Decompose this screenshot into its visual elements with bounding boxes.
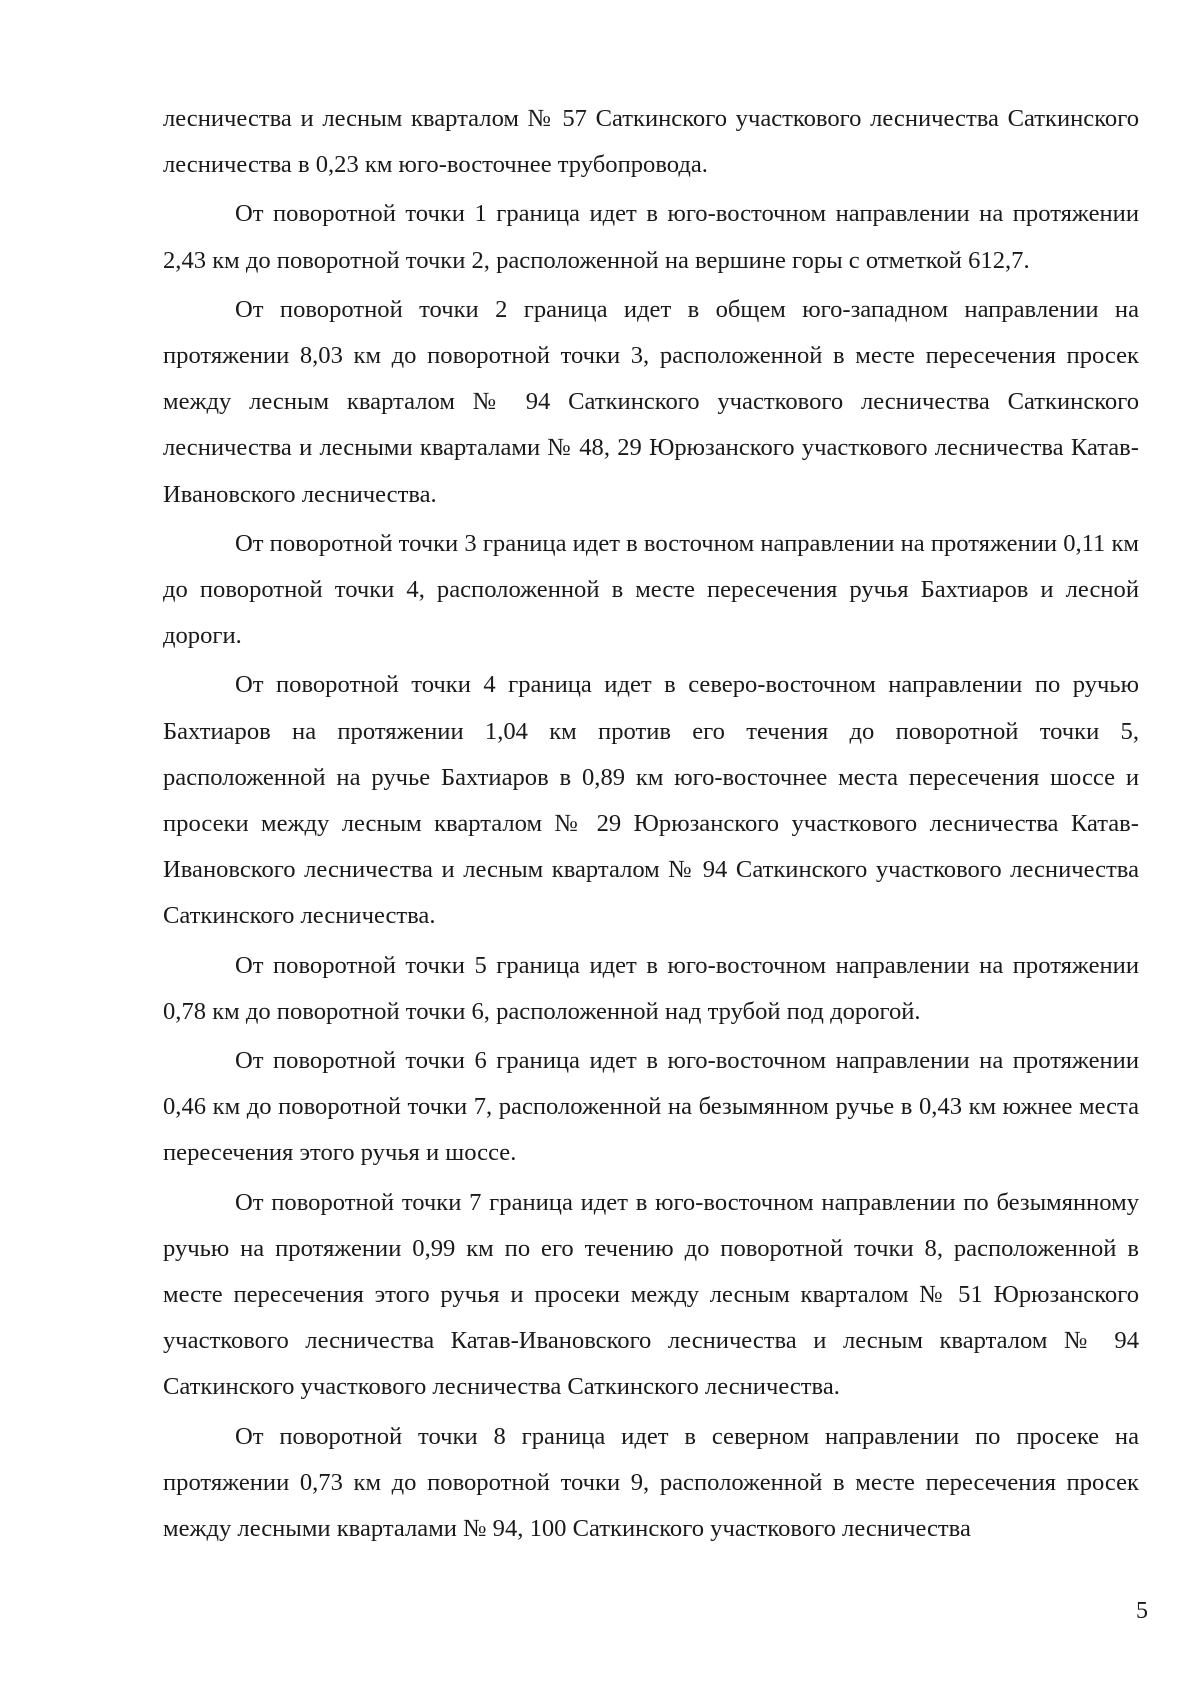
paragraph-point-3: От поворотной точки 3 граница идет в восточном направлении на протяжении 0,11 км до поворотной точки 4, расположенной в месте пересечения ручья Бахтиаров и лесной дороги.	[163, 529, 1139, 650]
paragraph-point-6: От поворотной точки 6 граница идет в юго-восточном направлении на протяжении 0,46 км до поворотной точки 7, расположенной на безымянном ручье в 0,43 км южнее места пересечения этого ручья и шоссе.	[163, 1047, 1139, 1167]
paragraph-continuation: лесничества и лесным кварталом № 57 Саткинского участкового лесничества Саткинского лесничества в 0,23 км юго-восточнее трубопровода.	[163, 105, 1139, 179]
paragraph-point-8: От поворотной точки 8 граница идет в северном направлении по просеке на протяжении 0,73 км до поворотной точки 9, расположенной в месте пересечения просек между лесными кварталами № 94, 100 Саткинского участкового лесничества	[163, 1422, 1139, 1543]
paragraph-point-2: От поворотной точки 2 граница идет в общем юго-западном направлении на протяжении 8,03 км до поворотной точки 3, расположенной в месте пересечения просек между лесным кварталом № 94 Саткинского участкового лесничества Саткинского лесничества и лесными кварталами № 48, 29 Юрюзанского участкового лесничества Катав-Ивановского лесничества.	[163, 295, 1139, 508]
paragraph-point-1: От поворотной точки 1 граница идет в юго-восточном направлении на протяжении 2,43 км до поворотной точки 2, расположенной на вершине горы с отметкой 612,7.	[163, 200, 1139, 274]
paragraph-point-5: От поворотной точки 5 граница идет в юго-восточном направлении на протяжении 0,78 км до поворотной точки 6, расположенной над трубой под дорогой.	[163, 951, 1139, 1025]
paragraph-point-4: От поворотной точки 4 граница идет в северо-восточном направлении по ручью Бахтиаров на протяжении 1,04 км против его течения до поворотной точки 5, расположенной на ручье Бахтиаров в 0,89 км юго-восточнее места пересечения шоссе и просеки между лесным кварталом № 29 Юрюзанского участкового лесничества Катав-Ивановского лесничества и лесным кварталом № 94 Саткинского участкового лесничества Саткинского лесничества.	[163, 671, 1139, 930]
paragraph-point-7: От поворотной точки 7 граница идет в юго-восточном направлении по безымянному ручью на протяжении 0,99 км по его течению до поворотной точки 8, расположенной в месте пересечения этого ручья и просеки между лесным кварталом № 51 Юрюзанского участкового лесничества Катав-Ивановского лесничества и лесным кварталом № 94 Саткинского участкового лесничества Саткинского лесничества.	[163, 1188, 1139, 1401]
page-number: 5	[1136, 1598, 1148, 1624]
document-body	[163, 96, 1139, 1552]
